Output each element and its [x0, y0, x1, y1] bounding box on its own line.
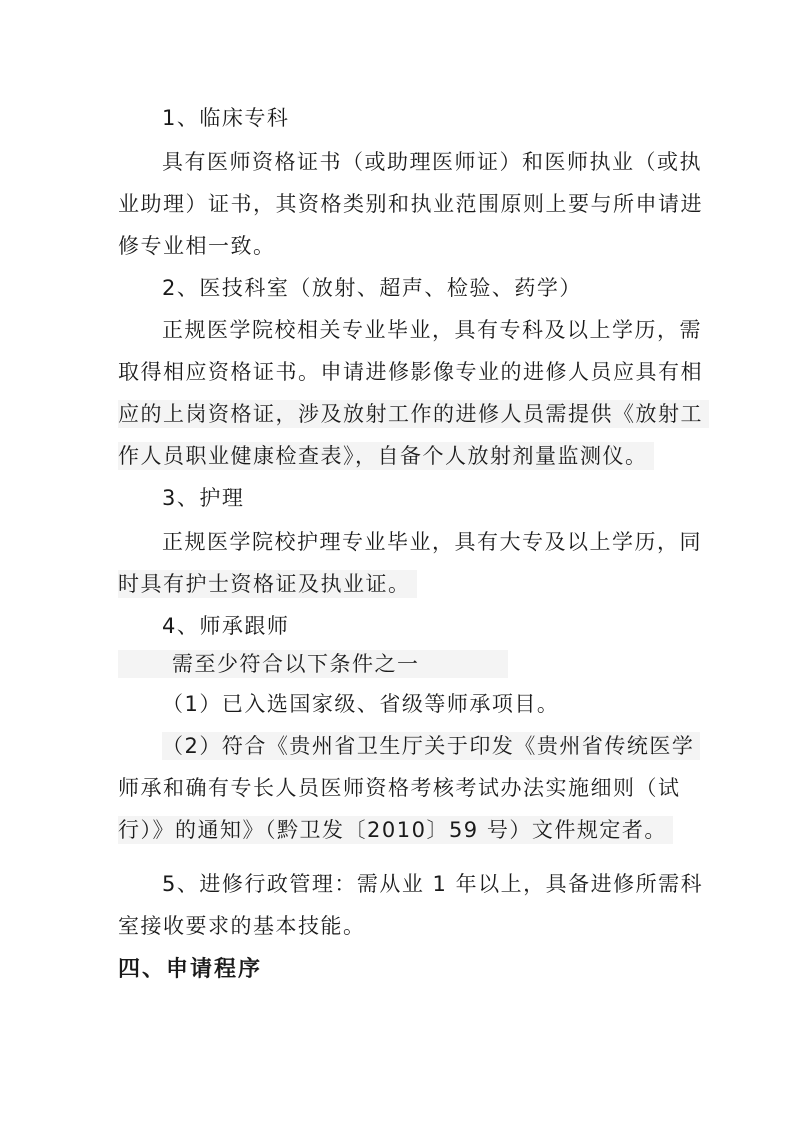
section-5-line-2: 室接收要求的基本技能。 [118, 914, 366, 938]
section-3-title: 3、护理 [162, 486, 245, 510]
section-5-line-1: 5、进修行政管理：需从业 1 年以上，具备进修所需科 [162, 872, 704, 896]
section-2-title: 2、医技科室（放射、超声、检验、药学） [162, 276, 582, 300]
section-4-line-1: 需至少符合以下条件之一 [118, 650, 508, 678]
section-4-line-3: （2）符合《贵州省卫生厅关于印发《贵州省传统医学 [162, 732, 700, 760]
section-2-line-4: 作人员职业健康检查表》，自备个人放射剂量监测仪。 [118, 442, 654, 470]
section-3-line-1: 正规医学院校护理专业毕业，具有大专及以上学历，同 [162, 530, 702, 554]
section-4-title: 4、师承跟师 [162, 614, 290, 638]
section-2-line-2: 取得相应资格证书。申请进修影像专业的进修人员应具有相 [118, 360, 703, 384]
section-1-title: 1、临床专科 [162, 106, 290, 130]
section-1-line-2: 业助理）证书，其资格类别和执业范围原则上要与所申请进 [118, 192, 703, 216]
section-2-line-3: 应的上岗资格证，涉及放射工作的进修人员需提供《放射工 [118, 400, 709, 428]
section-4-line-2: （1）已入选国家级、省级等师承项目。 [162, 692, 560, 716]
section-3-line-2: 时具有护士资格证及执业证。 [118, 570, 417, 598]
section-4-line-4: 师承和确有专长人员医师资格考核考试办法实施细则（试 [118, 776, 681, 800]
section-1-line-1: 具有医师资格证书（或助理医师证）和医师执业（或执 [162, 150, 702, 174]
section-1-line-3: 修专业相一致。 [118, 234, 276, 258]
next-section-heading: 四、申请程序 [118, 957, 263, 982]
section-4-line-5: 行）》的通知》（黔卫发〔2010〕59 号）文件规定者。 [118, 816, 673, 844]
section-2-line-1: 正规医学院校相关专业毕业，具有专科及以上学历，需 [162, 318, 702, 342]
